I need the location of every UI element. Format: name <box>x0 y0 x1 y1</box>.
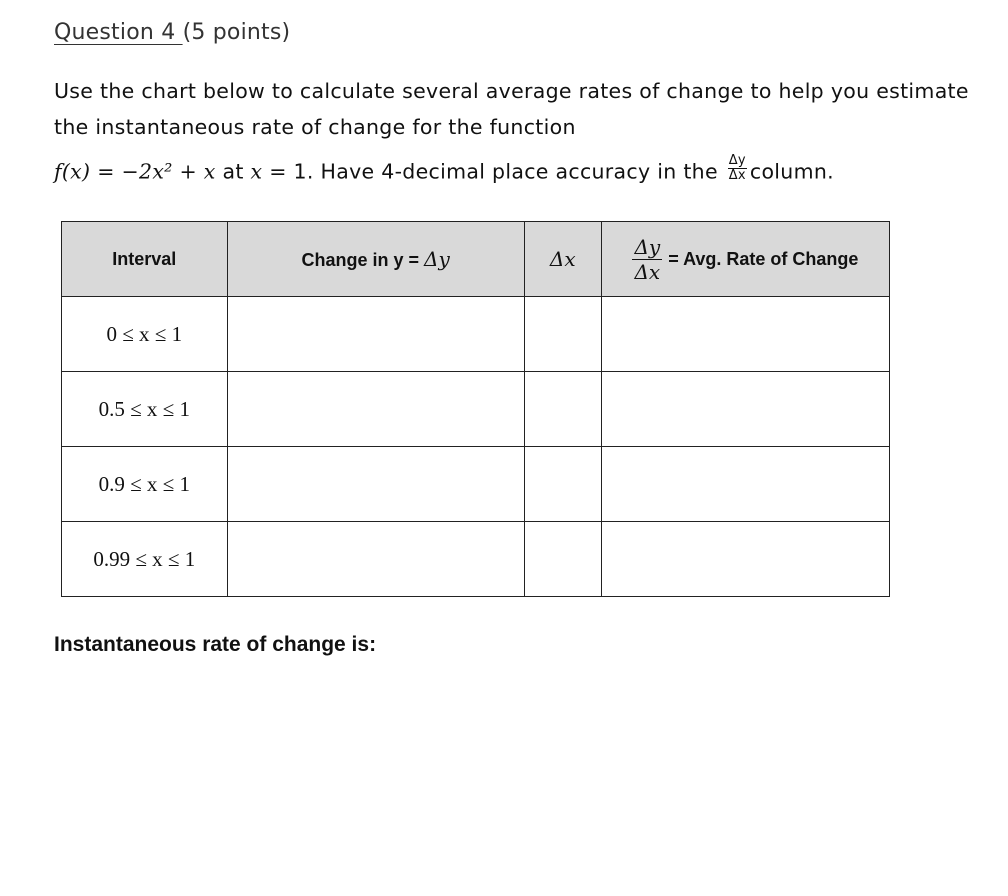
interval-cell: 0.99 ≤ x ≤ 1 <box>62 522 228 597</box>
avg-rate-cell[interactable] <box>601 522 889 597</box>
delta-fraction-numerator: Δy <box>728 153 746 168</box>
function-expression: −2x² + x <box>121 159 216 184</box>
delta-fraction <box>728 154 747 183</box>
equals-sign: = <box>97 159 115 184</box>
at-word: at <box>222 159 244 184</box>
delta-x-cell[interactable] <box>524 447 601 522</box>
change-y-cell[interactable] <box>227 372 524 447</box>
table-row <box>62 372 890 447</box>
table-header-row <box>62 222 890 297</box>
change-y-cell[interactable] <box>227 447 524 522</box>
table-row <box>62 297 890 372</box>
interval-cell: 0.9 ≤ x ≤ 1 <box>62 447 228 522</box>
header-delta-y-symbol: Δy <box>424 247 450 271</box>
header-avg-fraction-num: Δy <box>634 234 661 259</box>
delta-fraction-denominator: Δx <box>728 168 746 183</box>
question-points: (5 points) <box>182 20 291 45</box>
interval-cell: 0 ≤ x ≤ 1 <box>62 297 228 372</box>
function-name: f(x) <box>54 159 91 184</box>
rate-of-change-table <box>61 221 890 597</box>
avg-rate-cell[interactable] <box>601 447 889 522</box>
interval-cell: 0.5 ≤ x ≤ 1 <box>62 372 228 447</box>
column-word: column. <box>749 159 834 184</box>
table-row <box>62 447 890 522</box>
table-row <box>62 522 890 597</box>
x-variable: x <box>250 159 263 184</box>
header-delta-x <box>524 222 601 297</box>
header-change-y-text: Change in y = <box>301 250 425 270</box>
instructions-text: Use the chart below to calculate several average rates of change to help you estimate the instantaneous rate of change for the function <box>54 79 969 139</box>
header-avg-label: = Avg. Rate of Change <box>668 248 859 269</box>
header-avg-fraction-den: Δx <box>634 259 661 284</box>
delta-x-cell[interactable] <box>524 522 601 597</box>
header-change-y <box>227 222 524 297</box>
header-interval: Interval <box>62 222 228 297</box>
function-definition <box>54 153 834 187</box>
change-y-cell[interactable] <box>227 522 524 597</box>
question-title <box>54 20 290 45</box>
avg-rate-cell[interactable] <box>601 372 889 447</box>
header-delta-x-symbol: Δx <box>549 247 576 271</box>
header-avg-rate <box>601 222 889 297</box>
header-avg-rate-content <box>632 235 858 284</box>
header-avg-fraction <box>632 235 662 284</box>
change-y-cell[interactable] <box>227 297 524 372</box>
question-link[interactable]: Question 4 <box>54 20 183 45</box>
accuracy-text: 1. Have 4-decimal place accuracy in the <box>293 159 718 184</box>
delta-x-cell[interactable] <box>524 297 601 372</box>
instantaneous-rate-label: Instantaneous rate of change is: <box>54 633 377 656</box>
delta-x-cell[interactable] <box>524 372 601 447</box>
avg-rate-cell[interactable] <box>601 297 889 372</box>
equals-sign-2: = <box>269 159 287 184</box>
